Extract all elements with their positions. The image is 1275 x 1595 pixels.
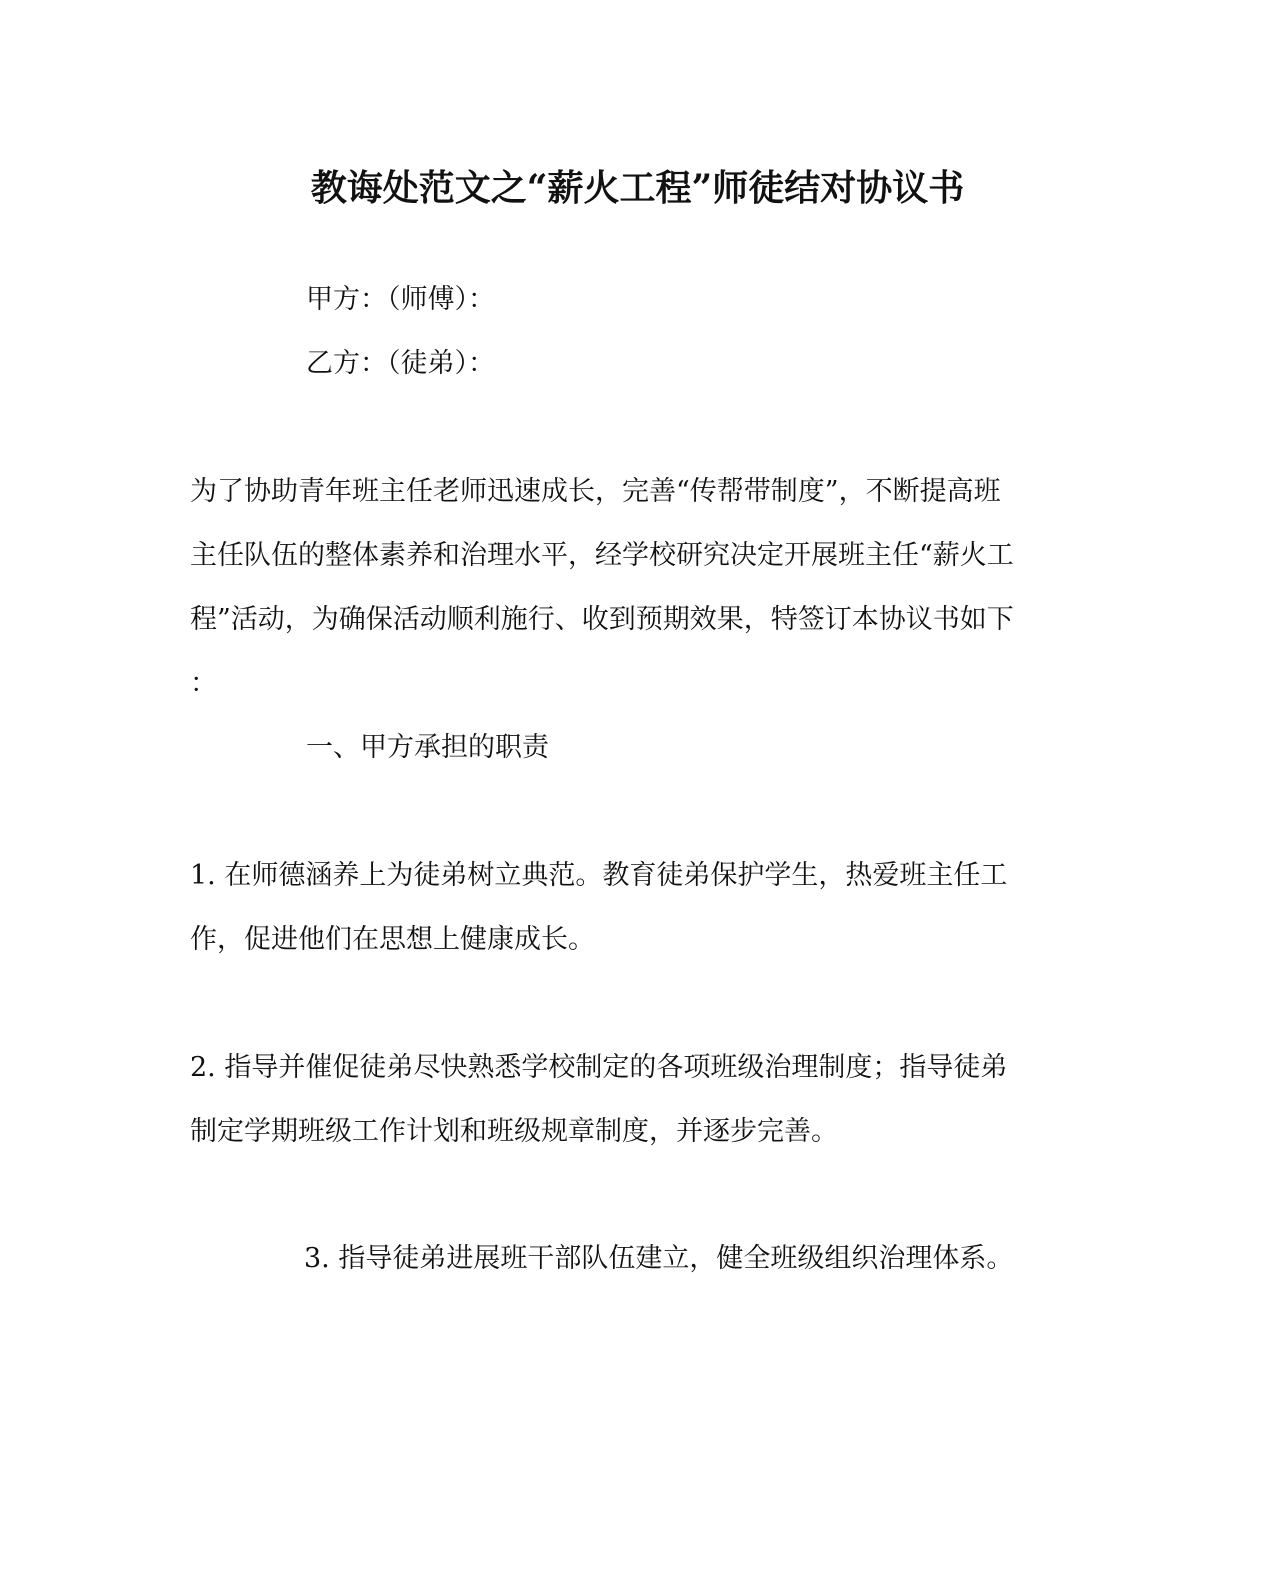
item-1-line-1: 1. 在师德涵养上为徒弟树立典范。教育徒弟保护学生，热爱班主任工 [190, 860, 1008, 891]
intro-line-2: 主任队伍的整体素养和治理水平，经学校研究决定开展班主任“薪火工 [190, 540, 1014, 571]
party-a-line: 甲方：（师傅）： [306, 284, 495, 315]
item-3-line: 3. 指导徒弟进展班干部队伍建立，健全班级组织治理体系。 [304, 1243, 1014, 1274]
item-1-line-2: 作，促进他们在思想上健康成长。 [190, 924, 595, 955]
section-1-heading: 一、甲方承担的职责 [306, 732, 549, 763]
party-b-line: 乙方：（徒弟）： [306, 348, 495, 379]
intro-line-4: ： [190, 668, 217, 699]
document-title: 教诲处范文之“薪火工程”师徒结对协议书 [310, 167, 965, 209]
item-2-line-1: 2. 指导并催促徒弟尽快熟悉学校制定的各项班级治理制度；指导徒弟 [190, 1052, 1008, 1083]
intro-line-3: 程”活动，为确保活动顺利施行、收到预期效果，特签订本协议书如下 [190, 604, 1014, 635]
intro-line-1: 为了协助青年班主任老师迅速成长，完善“传帮带制度”，不断提高班 [190, 476, 1001, 507]
item-2-line-2: 制定学期班级工作计划和班级规章制度，并逐步完善。 [190, 1116, 838, 1147]
